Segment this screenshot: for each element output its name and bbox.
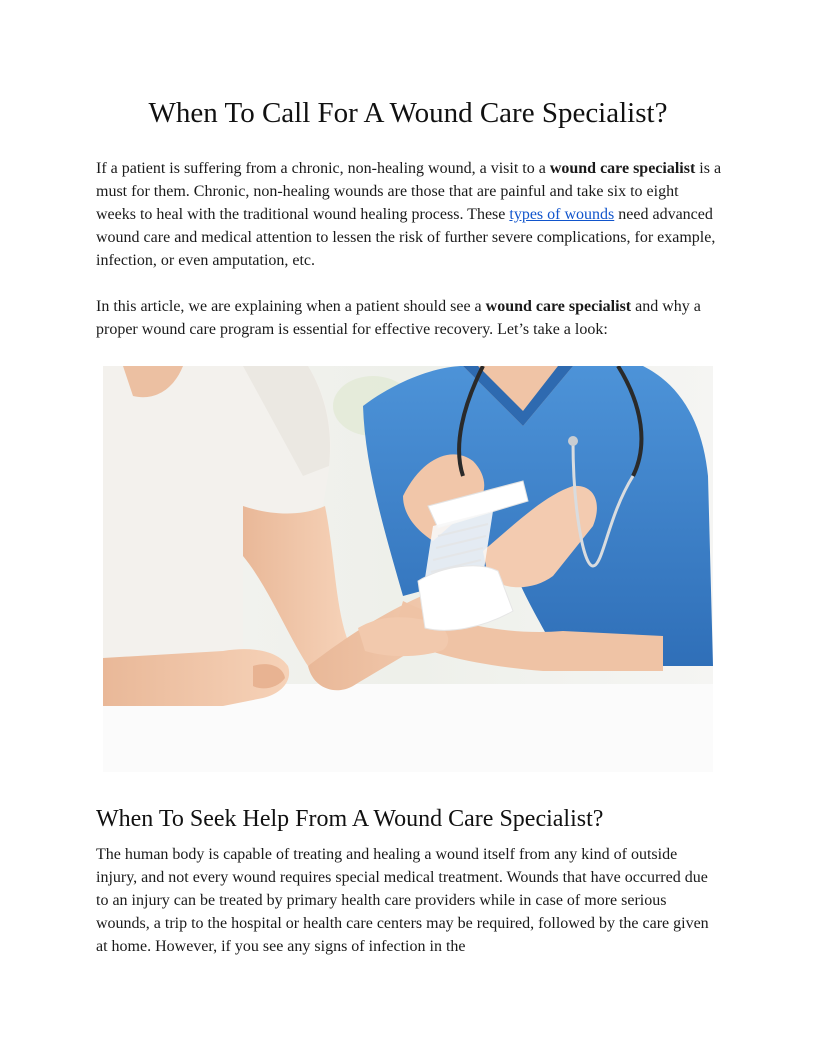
purpose-bold-term: wound care specialist bbox=[485, 298, 632, 315]
page-title: When To Call For A Wound Care Specialist? bbox=[148, 97, 668, 129]
intro-paragraph bbox=[96, 157, 722, 272]
article-purpose-paragraph bbox=[96, 295, 722, 341]
section-paragraph: The human body is capable of treating and healing a wound itself from any kind of outside injury, and not every wound requires special medical treatment. Wounds that have occurred due to an injury can be treated by primary health care providers while in case of more serious wounds, a trip to the hospital or health care centers may be required, followed by the care given at home. However, if you see any signs of infection in the bbox=[96, 846, 709, 955]
intro-text-1: If a patient is suffering from a chronic, non-healing wound, a visit to a bbox=[96, 160, 550, 177]
purpose-text-2: and why a proper wound care program is essential for effective recovery. Let’s take a look: bbox=[96, 298, 701, 338]
intro-text-2: is a must for them. Chronic, non-healing wounds are those that are painful and take six to eight weeks to heal with the traditional wound healing process. These bbox=[96, 160, 722, 223]
section-heading: When To Seek Help From A Wound Care Specialist? bbox=[96, 806, 604, 832]
purpose-text-1: In this article, we are explaining when a patient should see a bbox=[96, 298, 486, 315]
intro-bold-term: wound care specialist bbox=[549, 160, 696, 177]
wound-care-photo bbox=[103, 366, 713, 772]
intro-text-3: need advanced wound care and medical attention to lessen the risk of further severe complications, for example, infection, or even amputation, etc. bbox=[96, 206, 716, 269]
types-of-wounds-link[interactable]: types of wounds bbox=[509, 206, 615, 223]
nurse-bandaging-arm-illustration bbox=[103, 366, 713, 772]
